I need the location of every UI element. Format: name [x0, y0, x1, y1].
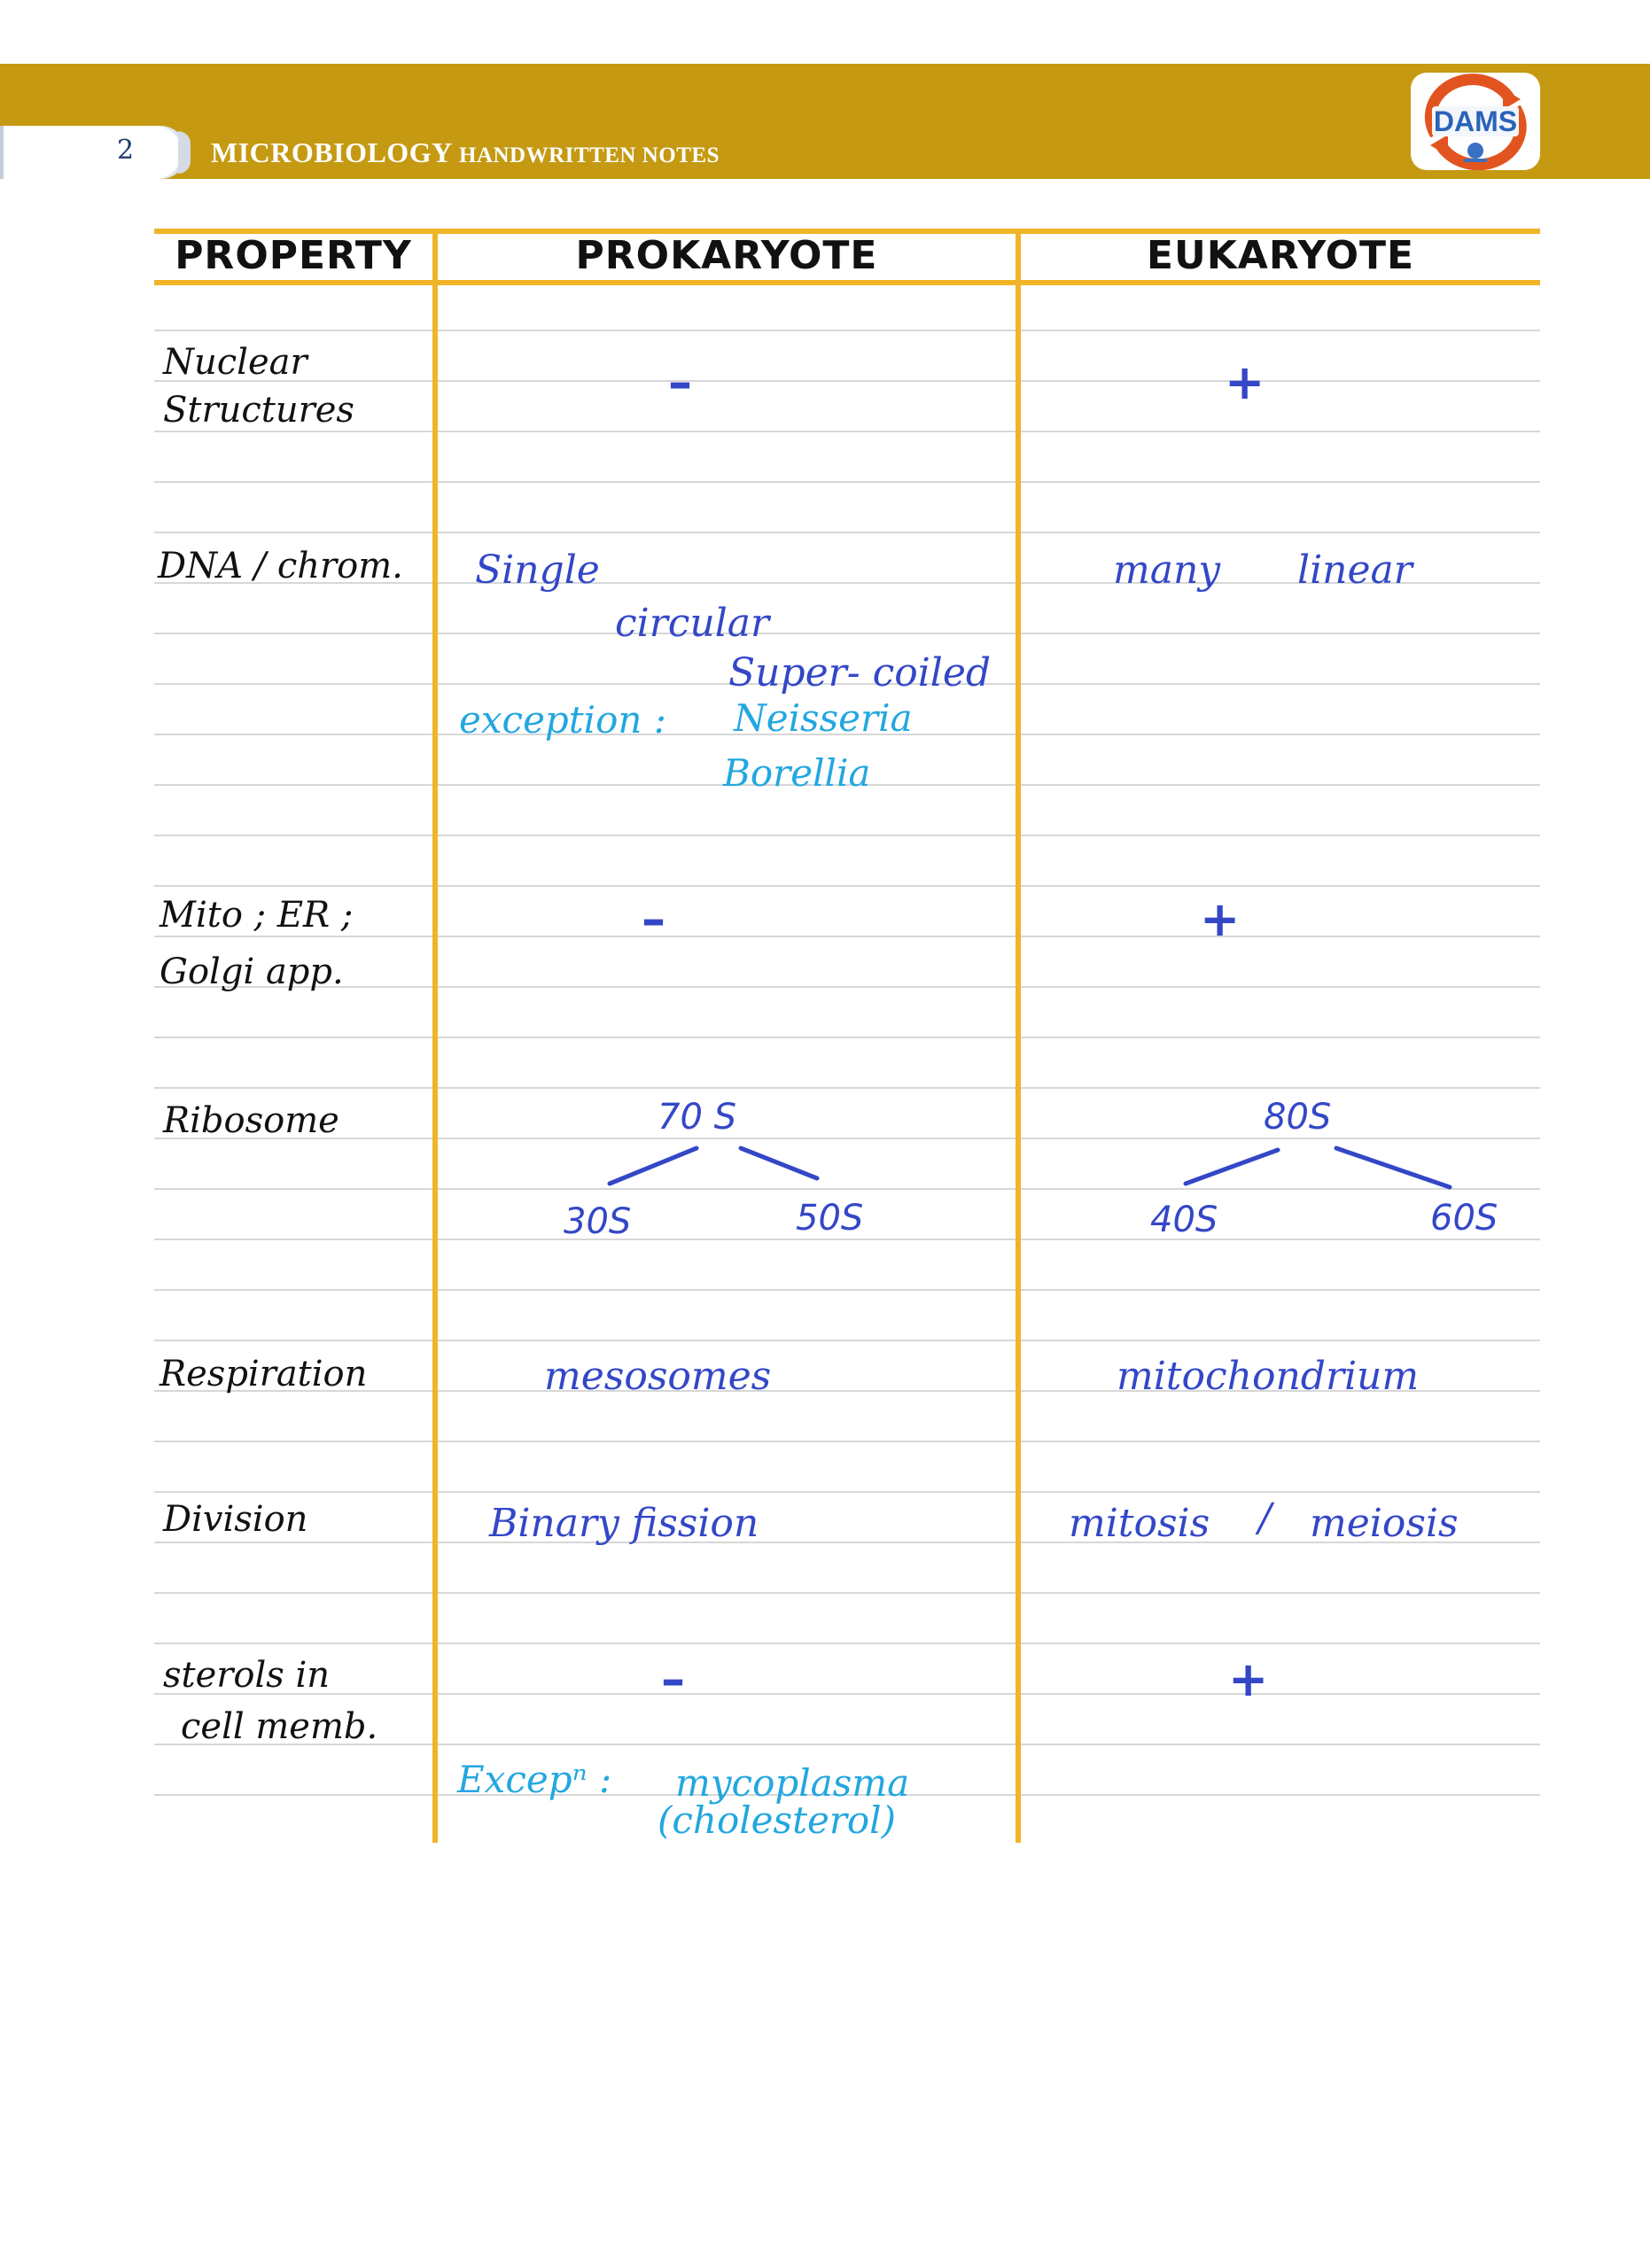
- prokaryote-dna-exception-label: exception :: [459, 698, 666, 742]
- property-nuclear-line1: Nuclear: [163, 342, 307, 383]
- eukaryote-division-slash: /: [1258, 1495, 1272, 1541]
- property-sterols-line1: sterols in: [163, 1655, 331, 1696]
- dams-logo: [1411, 73, 1540, 170]
- property-ribosome: Ribosome: [163, 1100, 339, 1141]
- page-number-tab: [0, 126, 182, 179]
- prokaryote-dna-single: Single: [475, 548, 600, 593]
- eukaryote-division-mitosis: mitosis: [1069, 1501, 1210, 1546]
- prokaryote-respiration: mesosomes: [544, 1354, 772, 1399]
- document-title: [211, 136, 720, 169]
- eukaryote-dna-many: many: [1113, 548, 1221, 593]
- prokaryote-dna-exception-borellia: Borellia: [723, 751, 871, 795]
- prokaryote-organelles-value: –: [642, 891, 665, 947]
- eukaryote-organelles-value: +: [1200, 891, 1241, 947]
- property-dna: DNA / chrom.: [158, 546, 403, 586]
- prokaryote-dna-exception-neisseria: Neisseria: [734, 696, 913, 740]
- header-property: PROPERTY: [175, 232, 412, 278]
- property-division: Division: [163, 1499, 308, 1540]
- prokaryote-sterols-exception-mycoplasma: mycoplasma: [675, 1761, 910, 1805]
- eukaryote-dna-linear: linear: [1297, 548, 1413, 593]
- title-rest: HANDWRITTEN NOTES: [459, 144, 720, 167]
- comparison-table: [154, 229, 1540, 1843]
- property-nuclear-line2: Structures: [163, 390, 354, 431]
- title-main: MICROBIOLOGY: [211, 136, 452, 168]
- branch-70s-50s: [741, 1148, 817, 1178]
- prokaryote-nuclear-value: –: [668, 354, 692, 410]
- eukaryote-ribosome-40s: 40S: [1150, 1200, 1218, 1240]
- logo-text: DAMS: [1433, 105, 1518, 137]
- header-prokaryote: PROKARYOTE: [575, 232, 878, 278]
- eukaryote-ribosome-total: 80S: [1264, 1097, 1332, 1138]
- prokaryote-sterols-exception-label: Excepⁿ :: [457, 1758, 612, 1801]
- property-respiration: Respiration: [160, 1354, 368, 1394]
- page-number: 2: [117, 135, 135, 166]
- branch-70s-30s: [610, 1148, 697, 1184]
- ribosome-branch-lines: [154, 229, 1540, 1843]
- eukaryote-sterols-value: +: [1228, 1651, 1269, 1707]
- property-organelles-line1: Mito ; ER ;: [160, 895, 354, 936]
- header-eukaryote: EUKARYOTE: [1146, 232, 1415, 278]
- prokaryote-ribosome-total: 70 S: [658, 1097, 737, 1138]
- dams-logo-graphic: [1411, 73, 1540, 170]
- eukaryote-respiration: mitochondrium: [1117, 1354, 1420, 1399]
- prokaryote-sterols-exception-cholesterol: (cholesterol): [658, 1798, 897, 1842]
- prokaryote-dna-supercoiled: Super- coiled: [728, 650, 992, 695]
- prokaryote-division: Binary fission: [489, 1501, 759, 1546]
- eukaryote-nuclear-value: +: [1225, 354, 1265, 410]
- prokaryote-sterols-value: –: [661, 1651, 685, 1707]
- branch-80s-60s: [1336, 1148, 1450, 1187]
- eukaryote-ribosome-60s: 60S: [1430, 1198, 1498, 1239]
- eukaryote-division-meiosis: meiosis: [1310, 1501, 1459, 1546]
- prokaryote-ribosome-50s: 50S: [796, 1198, 864, 1239]
- prokaryote-dna-circular: circular: [615, 601, 770, 646]
- property-organelles-line2: Golgi app.: [160, 951, 344, 992]
- branch-80s-40s: [1186, 1150, 1278, 1184]
- property-sterols-line2: cell memb.: [181, 1706, 378, 1747]
- prokaryote-ribosome-30s: 30S: [564, 1201, 632, 1242]
